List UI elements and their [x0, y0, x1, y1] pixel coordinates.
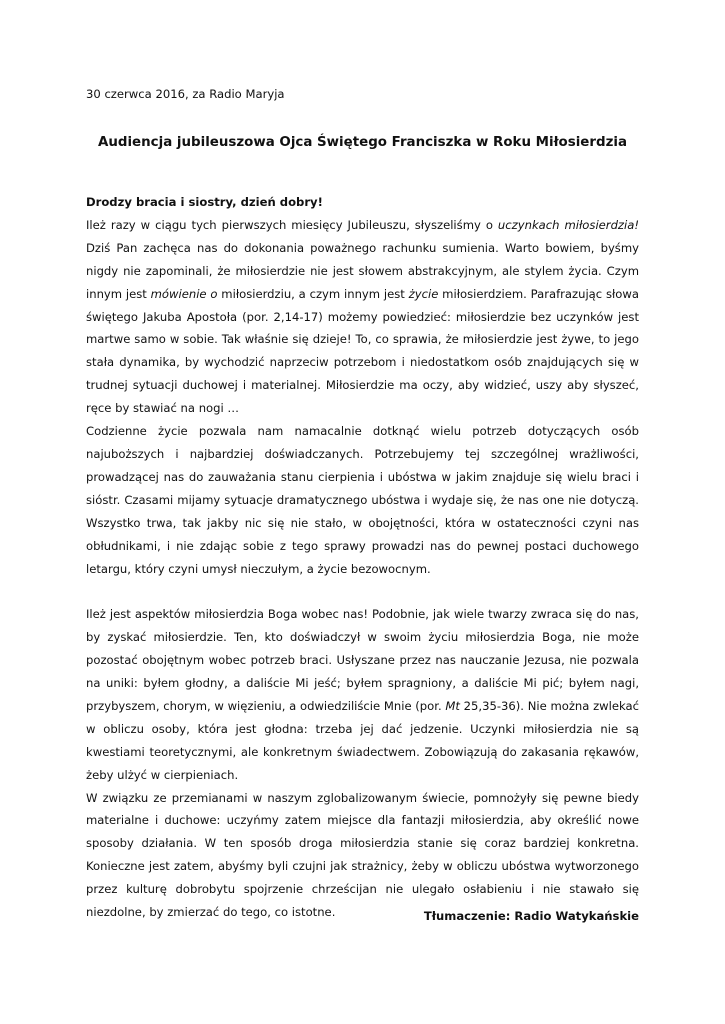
paragraph-1	[86, 214, 639, 420]
paragraph-1-emphasis-b: mówienie o	[150, 286, 218, 301]
paragraph-3-emphasis-a: Mt	[445, 698, 460, 713]
paragraph-1-emphasis-a: uczynkach miłosierdzia!	[497, 217, 639, 232]
paragraph-3	[86, 603, 639, 786]
document-body	[86, 191, 639, 924]
paragraph-spacer	[86, 580, 639, 603]
paragraph-1-text-b: Dziś Pan zachęca nas do dokonania poważnego rachunku sumienia. Warto bowiem, byśmy nigdy nie zapominali, że miłosierdzie nie jest słowem abstrakcyjnym, ale stylem życia. Czym innym jest	[86, 240, 639, 301]
greeting: Drodzy bracia i siostry, dzień dobry!	[86, 195, 323, 209]
paragraph-2: Codzienne życie pozwala nam namacalnie dotknąć wielu potrzeb dotyczących osób najuboższych i najbardziej doświadczanych. Potrzebujemy tej szczególnej wrażliwości, prowadzącej nas do zauważania stanu cierpienia i ubóstwa w jakim znajduje się wielu braci i sióstr. Czasami mijamy sytuacje dramatycznego ubóstwa i wydaje się, że nas one nie dotyczą. Wszystko trwa, tak jakby nic się nie stało, w obojętności, która w ostateczności czyni nas obłudnikami, i nie zdając sobie z tego sprawy prowadzi nas do pewnej postaci duchowego letargu, który czyni umysł nieczułym, a życie bezowocnym.	[86, 424, 639, 576]
translation-credit: Tłumaczenie: Radio Watykańskie	[423, 909, 639, 923]
paragraph-1-text-a: Ileż razy w ciągu tych pierwszych miesięcy Jubileuszu, słyszeliśmy o	[86, 217, 498, 232]
dateline: 30 czerwca 2016, za Radio Maryja	[86, 87, 285, 101]
paragraph-4: W związku ze przemianami w naszym zglobalizowanym świecie, pomnożyły się pewne biedy materialne i duchowe: uczyńmy zatem miejsce dla fantazji miłosierdzia, aby określić nowe sposoby działania. W ten sposób droga miłosierdzia stanie się coraz bardziej konkretna. Konieczne jest zatem, abyśmy byli czujni jak strażnicy, żeby w obliczu ubóstwa wytworzonego przez kulturę dobrobytu spojrzenie chrześcijan nie ulegało osłabieniu i nie stawało się niezdolne, by zmierzać do tego, co istotne.	[86, 790, 639, 920]
paragraph-1-emphasis-c: życie	[408, 286, 439, 301]
paragraph-1-text-d: miłosierdziem. Parafrazując słowa świętego Jakuba Apostoła (por. 2,14-17) możemy powiedzieć: miłosierdzie bez uczynków jest martwe samo w sobie. Tak właśnie się dzieje! To, co sprawia, że miłosierdzie jest żywe, to jego stała dynamika, by wychodzić naprzeciw potrzebom i niedostatkom osób znajdujących się w trudnej sytuacji duchowej i materialnej. Miłosierdzie ma oczy, aby widzieć, uszy aby słyszeć, ręce by stawiać na nogi …	[86, 286, 639, 416]
paragraph-3-text-b: 25,35-36). Nie można zwlekać w obliczu osoby, która jest głodna: trzeba jej dać jedzenie. Uczynki miłosierdzia nie są kwestiami teoretycznymi, ale konkretnym świadectwem. Zobowiązują do zakasania rękawów, żeby ulżyć w cierpieniach.	[86, 698, 639, 782]
paragraph-3-text-a: Ileż jest aspektów miłosierdzia Boga wobec nas! Podobnie, jak wiele twarzy zwraca się do nas, by zyskać miłosierdzie. Ten, kto doświadczył w swoim życiu miłosierdzia Boga, nie może pozostać obojętnym wobec potrzeb braci. Usłyszane przez nas nauczanie Jezusa, nie pozwala na uniki: byłem głodny, a daliście Mi jeść; byłem spragniony, a daliście Mi pić; byłem nagi, przybyszem, chorym, w więzieniu, a odwiedziliście Mnie (por.	[86, 607, 639, 713]
document-title: Audiencja jubileuszowa Ojca Świętego Franciszka w Roku Miłosierdzia	[97, 135, 627, 150]
paragraph-1-text-c: miłosierdziu, a czym innym jest	[217, 286, 409, 301]
